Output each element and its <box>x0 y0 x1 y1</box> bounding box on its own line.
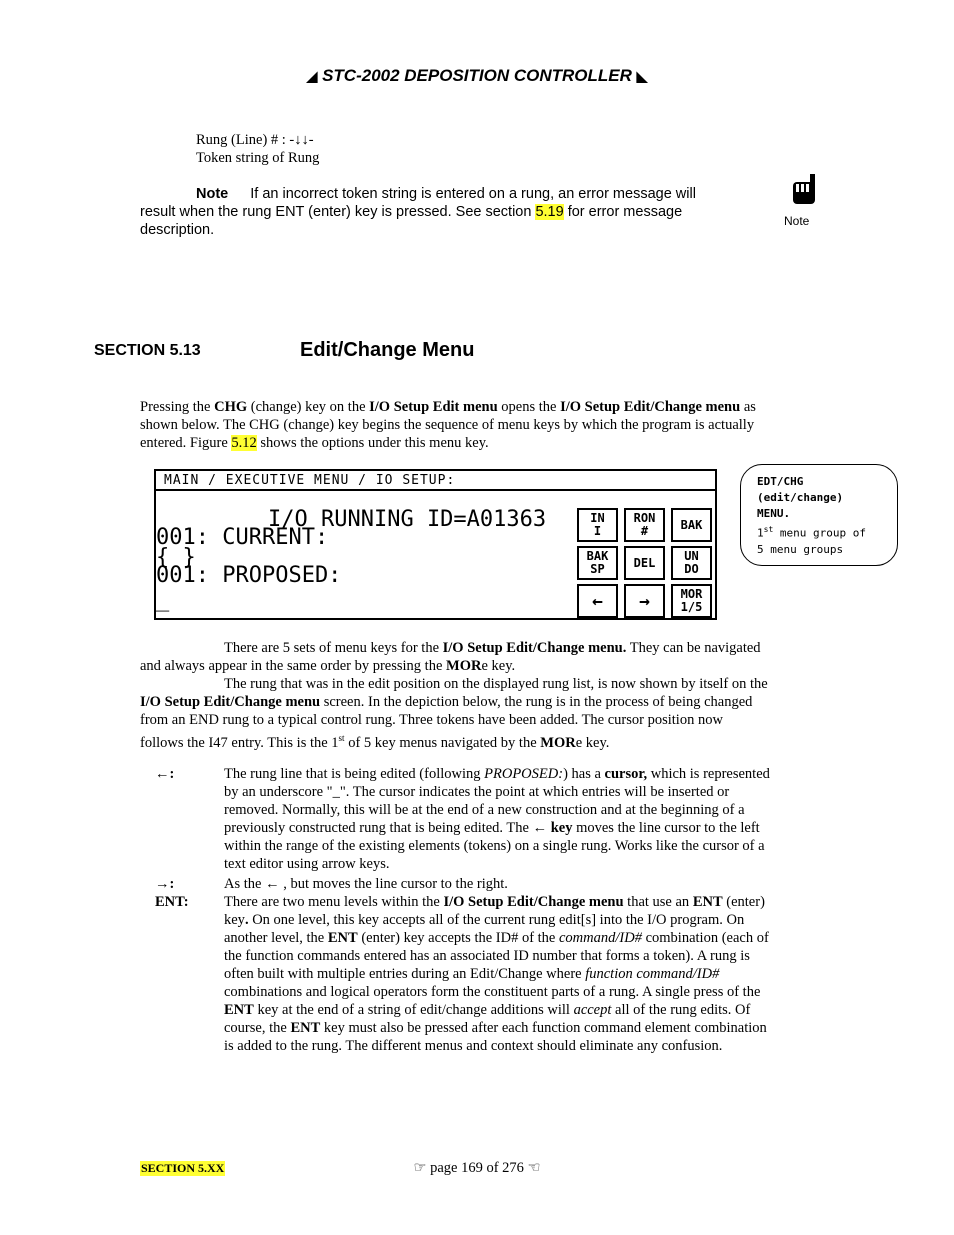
body-p2-line4: follows the I47 entry. This is the 1st of 5 key menus navigated by the MORe key. <box>140 733 610 751</box>
def-term-left-arrow: ←: <box>155 766 175 782</box>
def-ent-line7: ENT key at the end of a string of edit/change additions will accept all of the rung edits. Of <box>224 1002 751 1018</box>
note-line-1 <box>196 185 696 203</box>
def-ent-line8: course, the ENT key must also be pressed after each function command element combination <box>224 1020 767 1036</box>
rung-line: Rung (Line) # : -↓↓- <box>196 132 314 148</box>
header-right-icon: ◣ <box>636 68 648 84</box>
note-icon-label: Note <box>784 214 810 228</box>
key-left-arrow[interactable]: ← <box>577 584 618 618</box>
def-term-right-arrow: →: <box>155 876 175 892</box>
pointing-right-icon: ☞ <box>413 1160 427 1176</box>
body-p2-line1: The rung that was in the edit position on the displayed rung list, is now shown by itself on the <box>224 676 768 692</box>
def-ent-line6: combinations and logical operators form the constituent parts of a rung. A single press of the <box>224 984 761 1000</box>
page-number-text: page 169 of 276 <box>430 1160 524 1176</box>
def-right-line1: As the ← , but moves the line cursor to the right. <box>224 876 508 892</box>
note-text-3: for error message <box>563 204 683 220</box>
def-ent-line5: often built with multiple entries during an Edit/Change where function command/ID# <box>224 966 720 982</box>
def-term-ent: ENT: <box>155 894 189 910</box>
intro-line-2: shown below. The CHG (change) key begins the sequence of menu keys by which the program is actually <box>140 417 755 433</box>
key-more[interactable]: MOR 1/5 <box>671 584 712 618</box>
lcd-current-label: 001: CURRENT: <box>156 525 329 550</box>
key-ron[interactable]: RON # <box>624 508 665 542</box>
section-link-5-19[interactable]: 5.19 <box>535 204 564 220</box>
key-in-i[interactable]: IN I <box>577 508 618 542</box>
lcd-breadcrumb: MAIN / EXECUTIVE MENU / IO SETUP: <box>156 471 715 491</box>
footer-section-label: SECTION 5.XX <box>141 1161 225 1175</box>
def-left-line1: The rung line that is being edited (following PROPOSED:) has a cursor, which is represented <box>224 766 770 782</box>
lcd-current-tokens: { } <box>156 545 196 570</box>
body-p1-line1: There are 5 sets of menu keys for the I/O Setup Edit/Change menu. They can be navigated <box>224 640 761 656</box>
intro-line-1: Pressing the CHG (change) key on the I/O Setup Edit menu opens the I/O Setup Edit/Change menu as <box>140 399 756 415</box>
note-label: Note <box>196 186 229 202</box>
def-left-line3: removed. Normally, this will be at the end of a new construction and at the beginning of a <box>224 802 745 818</box>
lcd-screen <box>154 469 717 620</box>
lcd-proposed-label: 001: PROPOSED: <box>156 563 342 588</box>
header-title: STC-2002 DEPOSITION CONTROLLER <box>322 66 632 85</box>
key-undo[interactable]: UN DO <box>671 546 712 580</box>
key-bak[interactable]: BAK <box>671 508 712 542</box>
intro-line-3: entered. Figure 5.12 shows the options under this menu key. <box>140 435 489 451</box>
def-ent-line9: is added to the rung. The different menus and context should eliminate any confusion. <box>224 1038 723 1054</box>
pointing-hand-icon <box>790 172 820 217</box>
def-left-line4: previously constructed rung that is being edited. The ← key moves the line cursor to the left <box>224 820 760 836</box>
def-ent-line3: another level, the ENT (enter) key accepts the ID# of the command/ID# combination (each of <box>224 930 769 946</box>
body-p1-line2: and always appear in the same order by pressing the MORe key. <box>140 658 516 674</box>
def-left-line6: text editor using arrow keys. <box>224 856 390 872</box>
def-left-line2: by an underscore "_". The cursor indicates the point at which entries will be inserted or <box>224 784 730 800</box>
lcd-cursor: _ <box>156 587 170 612</box>
pointing-left-icon: ☜ <box>527 1160 541 1176</box>
note-line-3: description. <box>140 222 215 238</box>
key-right-arrow[interactable]: → <box>624 584 665 618</box>
section-number: SECTION 5.13 <box>94 342 201 359</box>
def-ent-line4: the function commands entered has an associated ID number that forms a token). A rung is <box>224 948 750 964</box>
menu-callout: EDT/CHG (edit/change) MENU. 1st menu group of 5 menu groups <box>740 464 898 566</box>
body-p2-line2: I/O Setup Edit/Change menu screen. In the depiction below, the rung is in the process of being changed <box>140 694 753 710</box>
figure-link-5-12[interactable]: 5.12 <box>231 435 257 451</box>
body-p2-line3: from an END rung to a typical control rung. Three tokens have been added. The cursor position now <box>140 712 723 728</box>
def-ent-line2: key. On one level, this key accepts all of the current rung edit[s] into the I/O program. On <box>224 912 745 928</box>
section-title: Edit/Change Menu <box>300 339 475 361</box>
def-ent-line1: There are two menu levels within the I/O Setup Edit/Change menu that use an ENT (enter) <box>224 894 765 910</box>
header-left-icon: ◢ <box>306 68 318 84</box>
lcd-running-status: I/O RUNNING ID=A01363 <box>268 507 547 532</box>
key-backspace[interactable]: BAK SP <box>577 546 618 580</box>
rung-token-line: Token string of Rung <box>196 150 320 166</box>
footer-page-number <box>0 1160 954 1177</box>
page-header <box>0 66 954 86</box>
note-text-2: result when the rung ENT (enter) key is pressed. See section <box>140 204 536 220</box>
key-delete[interactable]: DEL <box>624 546 665 580</box>
def-left-line5: within the range of the existing elements (tokens) on a single rung. Works like the cursor of a <box>224 838 765 854</box>
note-line-2 <box>140 203 682 221</box>
note-text: If an incorrect token string is entered on a rung, an error message will <box>250 186 696 202</box>
